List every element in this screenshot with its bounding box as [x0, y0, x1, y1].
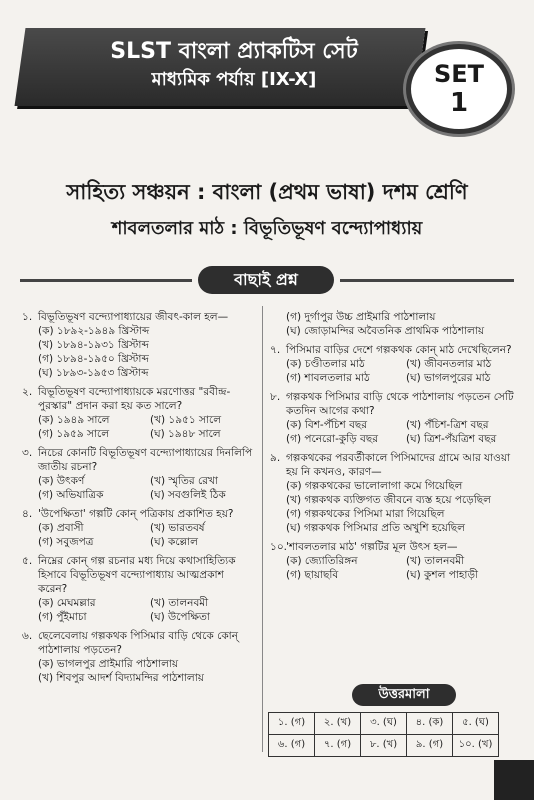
option: (খ) স্মৃতির রেখা [150, 475, 218, 487]
question-text: পিসিমার বাড়ির দেশে গল্পকথক কোন্ মাঠ দেখেছিলেন? [286, 344, 512, 356]
set-badge [406, 44, 512, 134]
option: (ক) চণ্ডীতলার মাঠ [286, 358, 365, 370]
option: (ক) বিশ-পঁচিশ বছর [286, 419, 368, 431]
question [270, 540, 520, 582]
answer-cell: ৩. (ঘ) [361, 713, 407, 735]
question [270, 451, 520, 535]
question-options [270, 418, 520, 446]
question-number: ৯. [270, 452, 281, 464]
answer-cell: ৫. (ঘ) [453, 713, 499, 735]
option: (ঘ) কুশল পাহাড়ী [406, 569, 478, 581]
question-text: গল্পকথকের পরবর্তীকালে পিসিমাদের গ্রামে আর যাওয়া হয় নি কখনও, কারণ— [286, 452, 511, 478]
answer-row [269, 713, 499, 735]
option: (খ) শিবপুর আদর্শ বিদ্যামন্দির পাঠশালায় [38, 672, 204, 684]
answer-key-title: উত্তরমালা [352, 684, 456, 706]
option: (গ) পনেরো-কুড়ি বছর [286, 433, 379, 445]
question-options [22, 657, 256, 685]
option: (ঘ) ত্রিশ-পঁয়ত্রিশ বছর [406, 433, 497, 445]
option: (খ) ১৮৯৪-১৯৩১ খ্রিস্টাব্দ [38, 339, 149, 351]
option: (গ) দুর্গাপুর উচ্চ প্রাইমারি পাঠশালায় [286, 311, 436, 323]
question-options [22, 324, 256, 380]
option: (খ) তালনবমী [150, 597, 209, 609]
question-number: ৭. [270, 344, 281, 356]
option: (খ) ভারতবর্ষ [150, 522, 205, 534]
question-stem [22, 507, 256, 521]
option: (ক) ১৮৯২-১৯৪৯ খ্রিস্টাব্দ [38, 325, 150, 337]
question-number: ৮. [270, 391, 281, 403]
question-text: বিভূতিভূষণ বন্দ্যোপাধ্যায়ের জীবৎ-কাল হল— [38, 311, 229, 323]
set-number: 1 [449, 88, 469, 118]
question-stem [270, 343, 520, 357]
answer-cell: ২. (খ) [315, 713, 361, 735]
questions-right-column [270, 310, 520, 587]
question-text: গল্পকথক পিসিমার বাড়ি থেকে পাঠশালায় পড়তেন সেটি কতদিন আগের কথা? [286, 391, 514, 417]
option: (ক) ভাগলপুর প্রাইমারি পাঠশালায় [38, 658, 179, 670]
option: (গ) শাবলতলার মাঠ [286, 372, 370, 384]
question-text: নিম্নের কোন্ গল্প রচনার মধ্য দিয়ে কথাসাহিত্যিক হিসাবে বিভূতিভূষণ বন্দ্যোপাধ্যায় আত্মপ্রকাশ করেন? [38, 555, 236, 595]
answer-cell: ৭. (গ) [315, 735, 361, 757]
column-divider [262, 306, 263, 752]
option: (খ) তালনবমী [406, 555, 465, 567]
question-text: 'শাবলতলার মাঠ' গল্পটির মূল উৎস হল— [286, 541, 458, 553]
option: (ঘ) সবগুলিই ঠিক [150, 489, 226, 501]
story-heading: শাবলতলার মাঠ : বিভূতিভূষণ বন্দ্যোপাধ্যায় [111, 218, 423, 239]
option: (খ) ১৯৫১ সালে [150, 414, 222, 426]
question [22, 446, 256, 502]
option: (গ) পুঁইমাচা [38, 611, 87, 623]
question-stem [22, 629, 256, 657]
question [22, 385, 256, 441]
question-stem [22, 310, 256, 324]
question-number: ১০. [270, 541, 287, 553]
question-text: বিভূতিভূষণ বন্দ্যোপাধ্যায়কে মরণোত্তর "রবীন্দ্র-পুরস্কার" প্রদান করা হয় কত সালে? [38, 386, 231, 412]
banner-text [64, 38, 404, 92]
question-stem [270, 451, 520, 479]
question-options [270, 479, 520, 535]
question-text: নিচের কোনটি বিভূতিভূষণ বন্দ্যোপাধ্যায়ের দিনলিপি জাতীয় রচনা? [38, 447, 253, 473]
question-options [270, 357, 520, 385]
option: (খ) জীবনতলার মাঠ [406, 358, 492, 370]
set-label: SET [433, 60, 485, 88]
question-options [22, 521, 256, 549]
section-divider-right [340, 279, 514, 282]
option: (ঘ) উপেক্ষিতা [150, 611, 210, 623]
question [22, 310, 256, 380]
option: (ক) মেঘমল্লার [38, 597, 96, 609]
banner-subtitle: মাধ্যমিক পর্যায় [IX-X] [151, 69, 317, 90]
option: (গ) ছায়াছবি [286, 569, 339, 581]
answer-cell: ৮. (খ) [361, 735, 407, 757]
question-text: 'উপেক্ষিতা' গল্পটি কোন্ পত্রিকায় প্রকাশিত হয়? [38, 508, 234, 520]
section-title: বাছাই প্রশ্ন [198, 266, 334, 294]
option: (খ) পঁচিশ-ত্রিশ বছর [406, 419, 489, 431]
answer-cell: ১. (গ) [269, 713, 315, 735]
question-stem [22, 385, 256, 413]
page-corner [494, 760, 534, 800]
question-number: ৪. [22, 508, 33, 520]
question-stem [22, 554, 256, 596]
option: (গ) ১৯৫৯ সালে [38, 428, 110, 440]
question [270, 310, 520, 338]
question [270, 390, 520, 446]
chapter-heading: সাহিত্য সঞ্চয়ন : বাংলা (প্রথম ভাষা) দশম শ্রেণি [66, 180, 468, 204]
answer-cell: ৪. (ক) [407, 713, 453, 735]
question-stem [270, 390, 520, 418]
option: (ক) গল্পকথকের ভালোলাগা কমে গিয়েছিল [286, 480, 463, 492]
question-options [270, 554, 520, 582]
question-options [22, 596, 256, 624]
option: (ঘ) ভাগলপুরের মাঠ [406, 372, 491, 384]
option: (ক) প্রবাসী [38, 522, 84, 534]
question [22, 554, 256, 624]
answer-key-table [268, 712, 499, 757]
question-text: ছেলেবেলায় গল্পকথক পিসিমার বাড়ি থেকে কোন্ পাঠশালায় পড়তেন? [38, 630, 238, 656]
banner-title: SLST বাংলা প্র্যাকটিস সেট [110, 39, 358, 64]
question-options [270, 310, 520, 338]
option: (ঘ) ১৮৯৩-১৯৫৩ খ্রিস্টাব্দ [38, 367, 149, 379]
option: (ঘ) গল্পকথক পিসিমার প্রতি অখুশি হয়েছিল [286, 522, 465, 534]
question-number: ৬. [22, 630, 33, 642]
option: (খ) গল্পকথক ব্যক্তিগত জীবনে ব্যস্ত হয়ে পড়েছিল [286, 494, 491, 506]
answer-row [269, 735, 499, 757]
question-number: ৩. [22, 447, 33, 459]
question [22, 507, 256, 549]
question-stem [270, 540, 520, 554]
question-number: ৫. [22, 555, 33, 567]
answer-cell: ৯. (গ) [407, 735, 453, 757]
question [22, 629, 256, 685]
question-number: ১. [22, 311, 33, 323]
question [270, 343, 520, 385]
question-options [22, 413, 256, 441]
option: (গ) ১৮৯৪-১৯৫০ খ্রিস্টাব্দ [38, 353, 149, 365]
question-options [22, 474, 256, 502]
question-number: ২. [22, 386, 33, 398]
questions-left-column [22, 310, 256, 690]
option: (ঘ) জোড়ামন্দির অবৈতনিক প্রাথমিক পাঠশালায় [286, 325, 485, 337]
option: (ঘ) কল্লোল [150, 536, 198, 548]
section-divider-left [20, 279, 192, 282]
answer-cell: ৬. (গ) [269, 735, 315, 757]
option: (ক) জ্যোতিরিঙ্গন [286, 555, 358, 567]
option: (ক) ১৯৪৯ সালে [38, 414, 110, 426]
option: (গ) সবুজপত্র [38, 536, 94, 548]
option: (গ) গল্পকথকের পিসিমা মারা গিয়েছিল [286, 508, 445, 520]
option: (ক) উৎকর্ণ [38, 475, 85, 487]
question-stem [22, 446, 256, 474]
answer-cell: ১০. (খ) [453, 735, 499, 757]
option: (গ) অভিযাত্রিক [38, 489, 104, 501]
option: (ঘ) ১৯৪৮ সালে [150, 428, 221, 440]
